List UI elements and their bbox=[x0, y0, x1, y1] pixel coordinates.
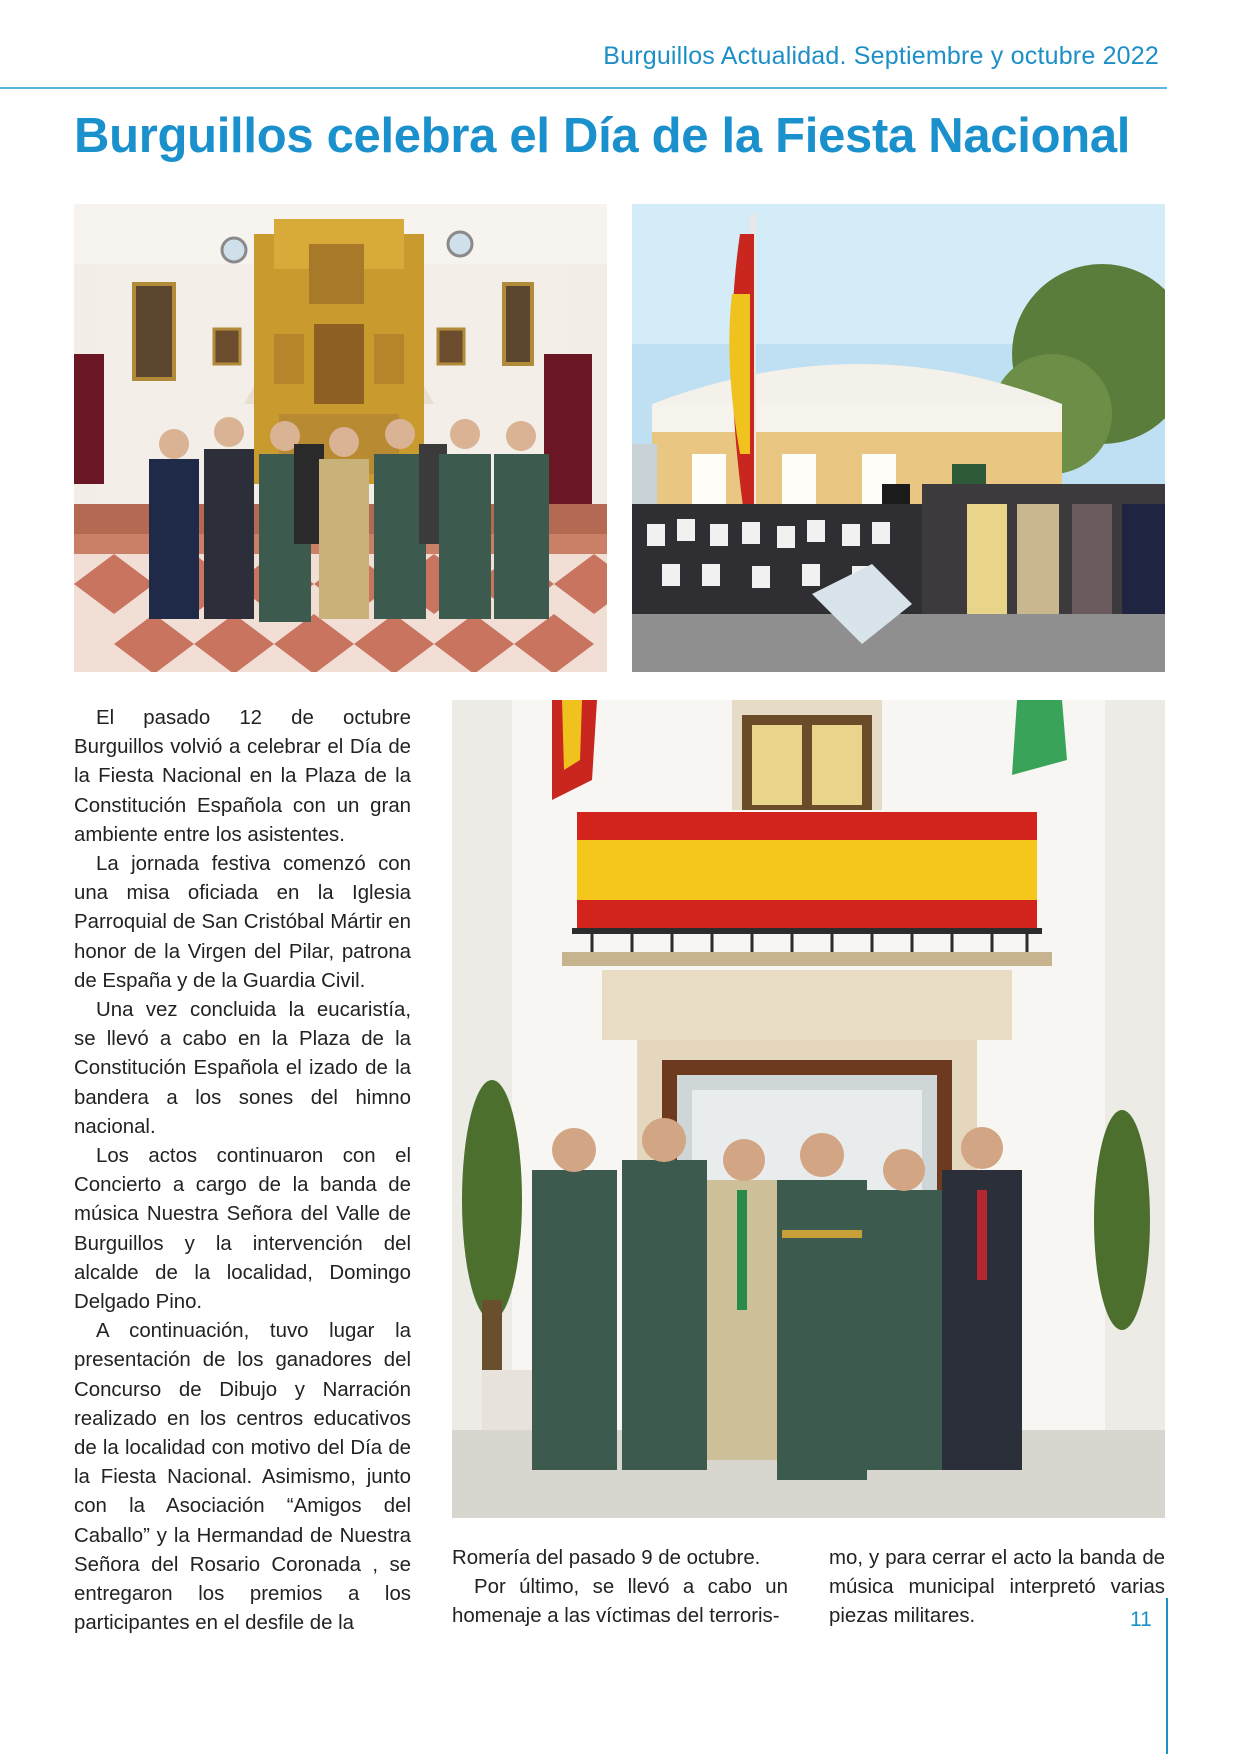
article-column-2 bbox=[452, 1544, 788, 1632]
page-number: 11 bbox=[1130, 1608, 1152, 1631]
photo-town-hall-group bbox=[452, 700, 1165, 1518]
article-column-3 bbox=[829, 1544, 1165, 1632]
article-title: Burguillos celebra el Día de la Fiesta Nacional bbox=[74, 109, 1131, 163]
paragraph-mass: La jornada festiva comenzó con una misa oficiada en la Iglesia Parroquial de San Cristóbal Mártir en honor de la Virgen del Pilar, patrona de España y de la Guardia Civil. bbox=[74, 853, 411, 992]
photo-church-interior bbox=[74, 204, 607, 672]
page-number-rule bbox=[1166, 1598, 1168, 1754]
publication-header: Burguillos Actualidad. Septiembre y octubre 2022 bbox=[603, 42, 1159, 70]
article-column-1 bbox=[74, 704, 411, 1639]
photo-plaza-flag-raising bbox=[632, 204, 1165, 672]
paragraph-tribute: Por último, se llevó a cabo un homenaje a las víctimas del terroris- bbox=[452, 1576, 788, 1628]
paragraph-tribute-continued: mo, y para cerrar el acto la banda de música municipal interpretó varias piezas militares. bbox=[829, 1547, 1165, 1628]
header-divider bbox=[0, 87, 1167, 89]
paragraph-concert: Los actos continuaron con el Concierto a cargo de la banda de música Nuestra Señora del Valle de Burguillos y la intervención del alcalde de la localidad, Domingo Delgado Pino. bbox=[74, 1145, 411, 1314]
paragraph-flag-raising: Una vez concluida la eucaristía, se llevó a cabo en la Plaza de la Constitución Española el izado de la bandera a los sones del himno nacional. bbox=[74, 999, 411, 1138]
paragraph-awards: A continuación, tuvo lugar la presentación de los ganadores del Concurso de Dibujo y Narración realizado en los centros educativos de la localidad con motivo del Día de la Fiesta Nacional. Asimismo, junto con la Asociación “Amigos del Caballo” y la Hermandad de Nuestra Señora del Rosario Coronada , se entregaron los premios a los participantes en el desfile de la bbox=[74, 1320, 411, 1635]
paragraph-intro: El pasado 12 de octubre Burguillos volvió a celebrar el Día de la Fiesta Nacional en la Plaza de la Constitución Española con un gran ambiente entre los asistentes. bbox=[74, 707, 411, 846]
paragraph-awards-continued: Romería del pasado 9 de octubre. bbox=[452, 1547, 761, 1569]
